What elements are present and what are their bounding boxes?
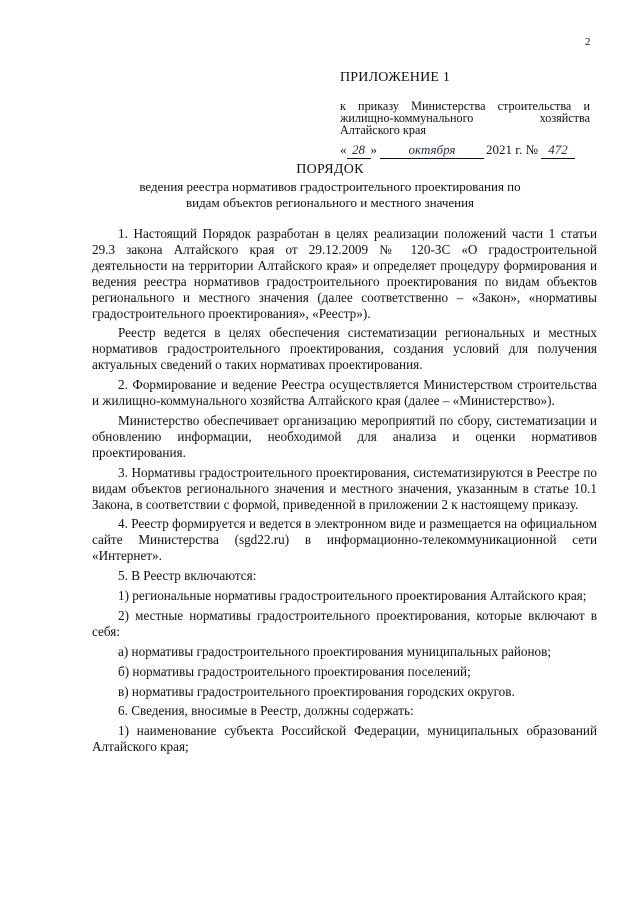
paragraph: 3. Нормативы градостроительного проектирования, систематизируются в Реестре по видам объектов регионального значения и местного значения, указанным в статье 10.1 Закона, в соответствии с формой, приведенной в приложении 2 к настоящему приказу. <box>92 464 597 512</box>
document-subtitle: видам объектов регионального и местного значения <box>185 195 475 210</box>
paragraph: 2. Формирование и ведение Реестра осуществляется Министерством строительства и жилищно-коммунального хозяйства Алтайского края (далее – «Министерство»). <box>92 377 597 409</box>
appendix-line: Алтайского края <box>340 123 426 137</box>
appendix-line: к приказу Министерства строительства и <box>340 99 590 113</box>
paragraph: Реестр ведется в целях обеспечения систематизации региональных и местных нормативов градостроительного проектирования, создания условий для получения актуальных сведений о таких нормативах проектирования. <box>92 325 597 373</box>
paragraph: 1. Настоящий Порядок разработан в целях реализации положений части 1 статьи 29.3 закона Алтайского края от 29.12.2009 № 120-ЗС «О градостроительной деятельности на территории Алтайского края» и определяет процедуру формирования и ведения реестра нормативов градостроительного проектирования по видам объектов регионального и местного значения (далее соответственно – «Закон», «нормативы градостроительного проектирования», «Реестр»). <box>92 226 597 321</box>
appendix-line: жилищно-коммунального хозяйства <box>340 111 590 125</box>
appendix-block <box>340 70 590 159</box>
title-block <box>60 162 600 210</box>
paragraph: 5. В Реестр включаются: <box>118 568 257 584</box>
handwritten-day: 28 <box>347 142 371 159</box>
handwritten-order-number: 472 <box>541 142 575 159</box>
appendix-title: ПРИЛОЖЕНИЕ 1 <box>340 70 451 85</box>
page-number: 2 <box>585 36 591 48</box>
paragraph: Министерство обеспечивает организацию мероприятий по сбору, систематизации и обновлению информации, необходимой для анализа и оценки нормативов проектирования. <box>92 412 597 460</box>
handwritten-month: октября <box>380 142 484 159</box>
document-subtitle: ведения реестра нормативов градостроительного проектирования по <box>139 179 521 194</box>
document-title: ПОРЯДОК <box>296 162 364 177</box>
paragraph: 1) наименование субъекта Российской Федерации, муниципальных образований Алтайского края; <box>92 723 597 755</box>
paragraph: в) нормативы градостроительного проектирования городских округов. <box>118 683 515 699</box>
paragraph: 1) региональные нормативы градостроительного проектирования Алтайского края; <box>118 588 587 604</box>
paragraph: 4. Реестр формируется и ведется в электронном виде и размещается на официальном сайте Министерства (sgd22.ru) в информационно-телекоммуникационной сети «Интернет». <box>92 516 597 564</box>
date-year: 2021 г. № <box>486 142 539 157</box>
paragraph: 6. Сведения, вносимые в Реестр, должны содержать: <box>118 703 414 719</box>
order-date-row <box>340 142 590 159</box>
date-quote-open: « <box>340 142 347 157</box>
paragraph: б) нормативы градостроительного проектирования поселений; <box>118 663 471 679</box>
paragraph: а) нормативы градостроительного проектирования муниципальных районов; <box>118 643 552 659</box>
date-quote-close: » <box>370 142 377 157</box>
paragraph: 2) местные нормативы градостроительного проектирования, которые включают в себя: <box>92 607 597 639</box>
document-body <box>92 226 597 755</box>
